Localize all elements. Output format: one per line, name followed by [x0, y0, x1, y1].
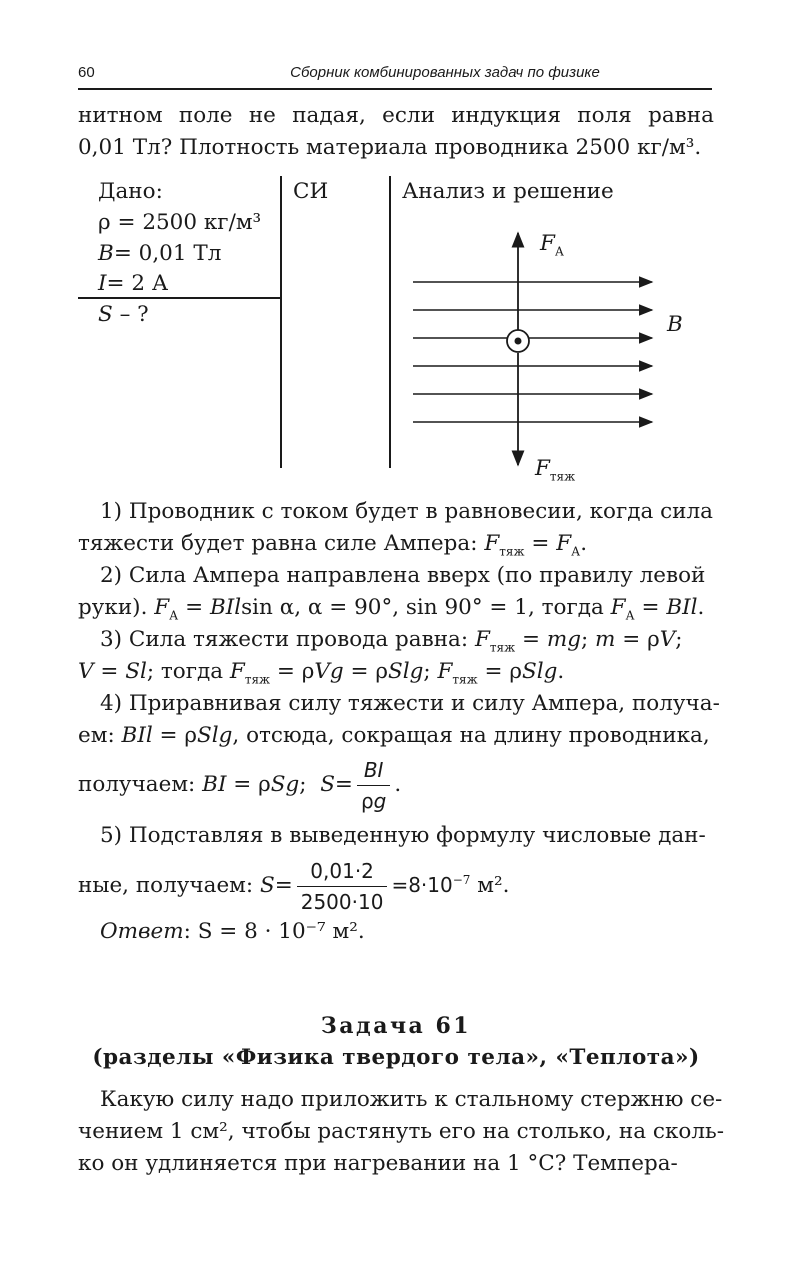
step-5-line-2: ные, получаем: S= $\frac{0,01\cdot 2}{2500\cdot 10}$ $=8\cdot 10^{-7}$ м².	[78, 858, 510, 914]
table-divider-1	[280, 176, 282, 468]
numeric-fraction: $\frac{0,01\cdot 2}{2500\cdot 10}$	[297, 858, 388, 915]
intro-word: поля	[577, 103, 632, 128]
intro-word: нитном	[78, 103, 163, 128]
intro-line-2: 0,01 Тл? Плотность материала проводника 2500 кг/м³.	[78, 135, 702, 160]
step-4-line-1: 4) Приравнивая силу тяжести и силу Ампера, получа-	[100, 691, 720, 716]
given-b: B= 0,01 Тл	[98, 241, 222, 266]
intro-word: поле	[178, 103, 233, 128]
intro-line-1	[78, 100, 714, 132]
field-label: B	[667, 312, 683, 337]
task-subtitle: (разделы «Физика твердого тела», «Теплота»)	[92, 1045, 700, 1070]
page-number: 60	[78, 64, 95, 81]
step-1-line-2: тяжести будет равна силе Ампера: $F_{тяж} = F_А$.	[78, 531, 588, 559]
step-2-line-2: руки). $F_А = BIlsin$ α, α = 90°, sin 90° = 1, тогда $F_А$ = BIl.	[78, 595, 705, 623]
given-find: S – ?	[98, 302, 149, 327]
step-4-line-2: ем: BIl = ρSlg, отсюда, сокращая на длину проводника,	[78, 723, 710, 748]
given-i: I= 2 А	[98, 271, 169, 296]
intro-word: индукция	[451, 103, 561, 128]
intro-word: не	[248, 103, 276, 128]
task-title: Задача 61	[320, 1013, 472, 1039]
si-title: СИ	[293, 179, 329, 204]
task-line-1: Какую силу надо приложить к стальному стержню се-	[100, 1087, 723, 1112]
page-header	[78, 62, 712, 90]
intro-word: если	[382, 103, 435, 128]
step-4-line-3: получаем: BI = ρSg; S= $\frac{BI}{\rho g}$ .	[78, 757, 402, 813]
ampere-force-label: $F_А$	[540, 231, 565, 259]
task-line-2: чением 1 см², чтобы растянуть его на столько, на сколь-	[78, 1119, 724, 1144]
analysis-title: Анализ и решение	[402, 179, 614, 204]
running-title: Сборник комбинированных задач по физике	[290, 64, 600, 81]
gravity-force-label: $F_{тяж}$	[535, 456, 576, 484]
answer-line: Ответ: S = 8 · 10⁻⁷ м².	[100, 919, 365, 944]
intro-word: равна	[648, 103, 714, 128]
intro-word: падая,	[292, 103, 366, 128]
field-lines	[413, 282, 652, 422]
step-3-line-2: V = Sl; тогда $F_{тяж} = \rho Vg = \rho Slg$; $F_{тяж} = \rho Slg$.	[78, 659, 565, 687]
table-divider-2	[389, 176, 391, 468]
given-title: Дано:	[98, 179, 163, 204]
force-diagram	[400, 225, 700, 490]
step-1-line-1: 1) Проводник с током будет в равновесии, когда сила	[100, 499, 713, 524]
step-2-line-1: 2) Сила Ампера направлена вверх (по правилу левой	[100, 563, 706, 588]
given-rho: ρ = 2500 кг/м³	[98, 210, 262, 235]
step-5-line-1: 5) Подставляя в выведенную формулу числовые дан-	[100, 823, 706, 848]
formula-fraction: $\frac{BI}{\rho g}$	[357, 757, 390, 814]
task-line-3: ко он удлиняется при нагревании на 1 °С? Темпера-	[78, 1151, 678, 1176]
step-3-line-1: 3) Сила тяжести провода равна: $F_{тяж}$ = mg; m = ρV;	[100, 627, 683, 655]
